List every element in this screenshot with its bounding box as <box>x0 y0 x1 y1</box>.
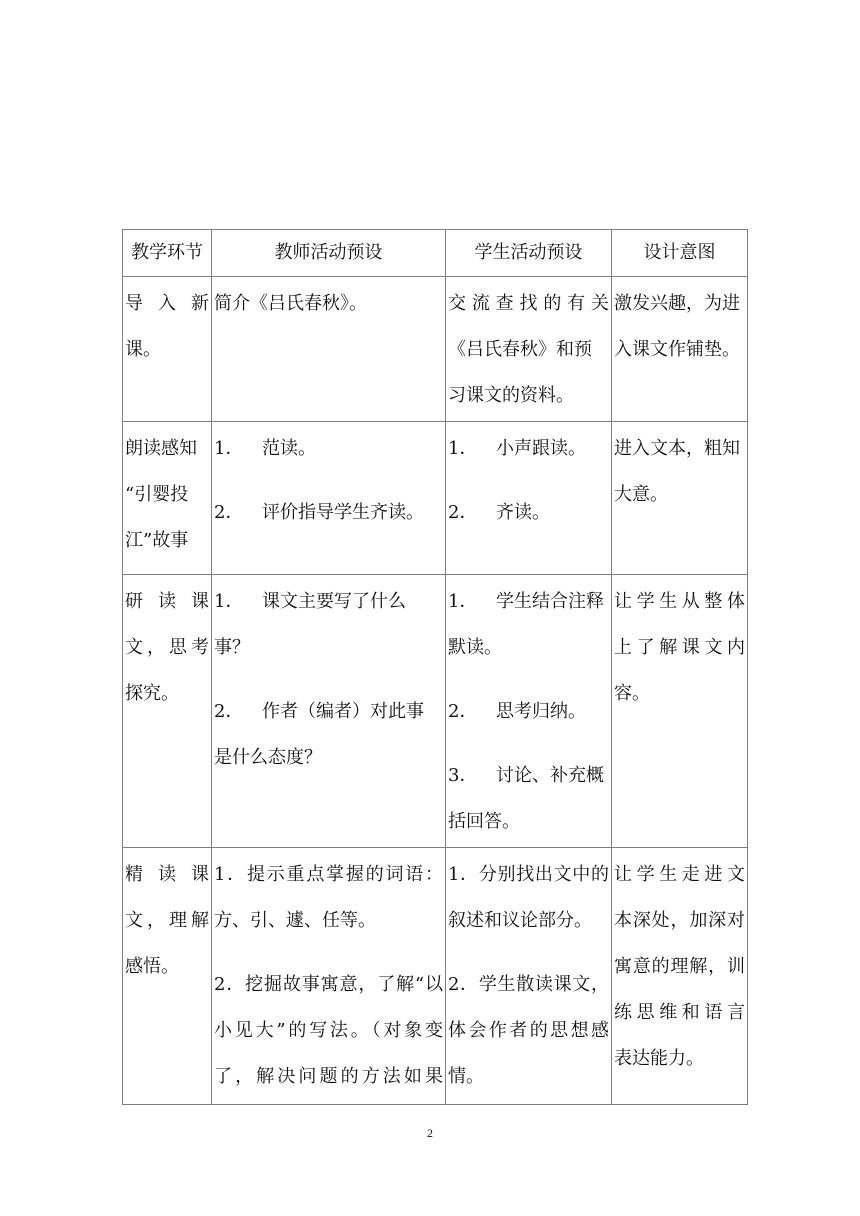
item-continuation: 括回答。 <box>448 811 520 832</box>
student-text: 情。 <box>448 1066 484 1087</box>
item-text: 小声跟读。 <box>496 438 586 459</box>
student-item <box>448 490 609 536</box>
spacer <box>448 944 609 962</box>
item-number: 2． <box>448 701 478 722</box>
teacher-item <box>214 579 443 625</box>
item-number: 2． <box>214 701 244 722</box>
student-cell <box>446 848 612 1105</box>
student-item <box>448 753 609 799</box>
student-cell <box>446 277 612 422</box>
stage-text: 文，思考 <box>125 637 209 658</box>
intent-cell <box>612 422 748 575</box>
intent-cell <box>612 575 748 848</box>
teacher-cell <box>212 277 446 422</box>
teacher-text: 小见大”的写法。（对象变 <box>214 1020 443 1041</box>
student-text: 习课文的资料。 <box>448 385 574 406</box>
item-continuation: 事？ <box>214 637 250 658</box>
student-text: 叙述和议论部分。 <box>448 910 592 931</box>
spacer <box>448 735 609 753</box>
student-text: 体会作者的思想感 <box>448 1020 609 1041</box>
teacher-text: 简介《吕氏春秋》。 <box>214 293 367 314</box>
student-item <box>448 579 609 625</box>
intent-text: 表达能力。 <box>614 1048 704 1069</box>
teacher-text: 1．提示重点掌握的词语： <box>214 864 443 885</box>
item-text: 齐读。 <box>496 502 550 523</box>
intent-cell <box>612 848 748 1105</box>
intent-text: 入课文作铺垫。 <box>614 339 740 360</box>
spacer <box>214 472 443 490</box>
table-row <box>123 422 748 575</box>
table-row <box>123 848 748 1105</box>
stage-text: “引婴投 <box>125 484 189 505</box>
item-number: 3． <box>448 765 478 786</box>
student-text: 《吕氏春秋》和预 <box>448 339 592 360</box>
stage-cell <box>123 422 212 575</box>
student-item <box>448 426 609 472</box>
table-header-row <box>123 230 748 277</box>
intent-text: 上了解课文内 <box>614 637 745 658</box>
teacher-item <box>214 426 443 472</box>
item-text: 讨论、补充概 <box>496 765 604 786</box>
student-cell <box>446 575 612 848</box>
item-text: 课文主要写了什么 <box>262 591 406 612</box>
intent-text: 让学生从整体 <box>614 591 745 612</box>
table-row <box>123 575 748 848</box>
item-text: 思考归纳。 <box>496 701 586 722</box>
spacer <box>214 671 443 689</box>
student-item <box>448 689 609 735</box>
teacher-item <box>214 490 443 536</box>
item-number: 1． <box>448 438 478 459</box>
teacher-text: 了，解决问题的方法如果 <box>214 1066 443 1087</box>
item-text: 评价指导学生齐读。 <box>262 502 424 523</box>
item-number: 2． <box>214 502 244 523</box>
item-number: 1． <box>214 591 244 612</box>
teacher-cell <box>212 575 446 848</box>
header-cell-intent: 设计意图 <box>612 230 748 277</box>
stage-cell <box>123 848 212 1105</box>
intent-text: 激发兴趣，为进 <box>614 293 740 314</box>
stage-text: 课。 <box>125 339 161 360</box>
item-number: 1． <box>214 438 244 459</box>
spacer <box>214 944 443 962</box>
teacher-cell <box>212 422 446 575</box>
teacher-text: 方、引、遽、任等。 <box>214 910 376 931</box>
stage-cell <box>123 277 212 422</box>
item-continuation: 默读。 <box>448 637 502 658</box>
teacher-cell <box>212 848 446 1105</box>
header-cell-teacher: 教师活动预设 <box>212 230 446 277</box>
table-row <box>123 277 748 422</box>
header-cell-student: 学生活动预设 <box>446 230 612 277</box>
item-number: 2． <box>448 502 478 523</box>
stage-text: 文，理解 <box>125 910 209 931</box>
lesson-plan-table <box>122 229 748 1105</box>
intent-text: 大意。 <box>614 484 668 505</box>
header-cell-stage: 教学环节 <box>123 230 212 277</box>
item-continuation: 是什么态度？ <box>214 747 322 768</box>
item-number: 1． <box>448 591 478 612</box>
intent-text: 容。 <box>614 683 650 704</box>
intent-text: 进入文本，粗知 <box>614 438 740 459</box>
item-text: 范读。 <box>262 438 316 459</box>
stage-text: 探究。 <box>125 683 179 704</box>
teacher-item <box>214 689 443 735</box>
stage-text: 精 读 课 <box>125 864 209 885</box>
stage-cell <box>123 575 212 848</box>
student-text: 1．分别找出文中的 <box>448 864 609 885</box>
stage-text: 朗读感知 <box>125 438 197 459</box>
student-text: 交流查找的有关 <box>448 293 609 314</box>
teacher-text: 2．挖掘故事寓意，了解“以 <box>214 974 443 995</box>
spacer <box>448 671 609 689</box>
stage-text: 导 入 新 <box>125 293 209 314</box>
intent-text: 练思维和语言 <box>614 1002 745 1023</box>
intent-text: 寓意的理解，训 <box>614 956 745 977</box>
item-text: 作者（编者）对此事 <box>262 701 424 722</box>
stage-text: 研 读 课 <box>125 591 209 612</box>
spacer <box>448 472 609 490</box>
intent-cell <box>612 277 748 422</box>
student-cell <box>446 422 612 575</box>
stage-text: 感悟。 <box>125 956 179 977</box>
intent-text: 本深处，加深对 <box>614 910 745 931</box>
page-number: 2 <box>427 1126 433 1140</box>
student-text: 2．学生散读课文， <box>448 974 609 995</box>
stage-text: 江”故事 <box>125 530 189 551</box>
item-text: 学生结合注释 <box>496 591 604 612</box>
intent-text: 让学生走进文 <box>614 864 745 885</box>
